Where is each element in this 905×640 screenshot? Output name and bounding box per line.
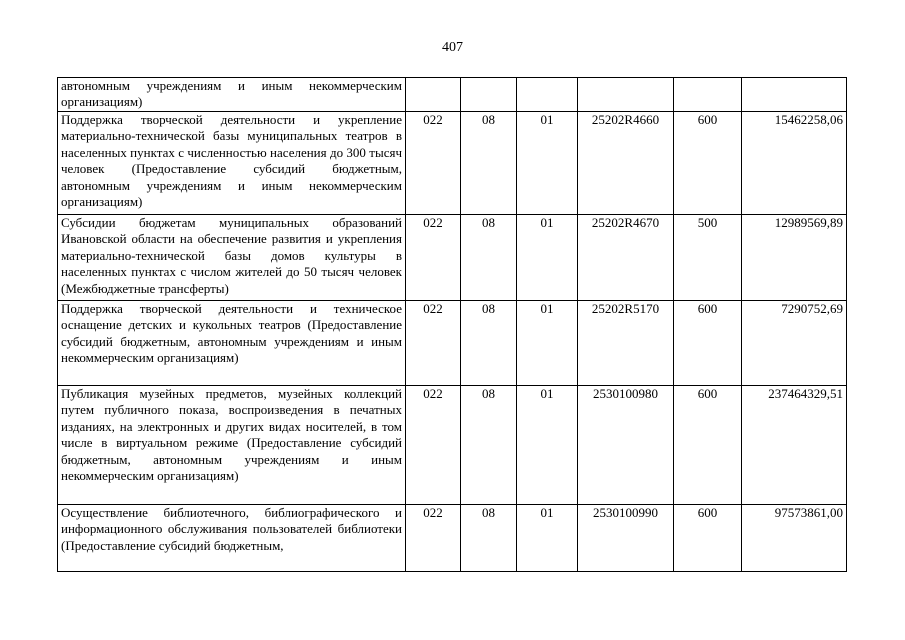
expense-type-code: 600: [674, 112, 742, 215]
section-code: 08: [461, 386, 517, 505]
amount-value: 7290752,69: [742, 301, 847, 386]
amount-value: 97573861,00: [742, 505, 847, 572]
section-code: 08: [461, 112, 517, 215]
section-code: 08: [461, 505, 517, 572]
table-row: [58, 78, 847, 112]
table-row: [58, 386, 847, 505]
subsection-code: 01: [517, 386, 578, 505]
amount-value: 12989569,89: [742, 215, 847, 301]
budget-table: [57, 77, 847, 572]
target-article-code: 25202R4670: [578, 215, 674, 301]
section-code: [461, 78, 517, 112]
row-description: автономным учреждениям и иным некоммерческим организациям): [58, 78, 406, 112]
ministry-code: [406, 78, 461, 112]
ministry-code: 022: [406, 301, 461, 386]
subsection-code: 01: [517, 215, 578, 301]
target-article-code: 2530100980: [578, 386, 674, 505]
expense-type-code: [674, 78, 742, 112]
expense-type-code: 600: [674, 505, 742, 572]
target-article-code: 25202R5170: [578, 301, 674, 386]
expense-type-code: 600: [674, 301, 742, 386]
target-article-code: [578, 78, 674, 112]
row-description: Субсидии бюджетам муниципальных образований Ивановской области на обеспечение развития и укрепления материально-технической базы домов культуры в населенных пунктах с числом жителей до 50 тысяч человек (Межбюджетные трансферты): [58, 215, 406, 301]
table-row: [58, 215, 847, 301]
expense-type-code: 500: [674, 215, 742, 301]
amount-value: 237464329,51: [742, 386, 847, 505]
table-row: [58, 301, 847, 386]
ministry-code: 022: [406, 505, 461, 572]
ministry-code: 022: [406, 386, 461, 505]
ministry-code: 022: [406, 215, 461, 301]
target-article-code: 2530100990: [578, 505, 674, 572]
page-number: 407: [442, 40, 463, 55]
subsection-code: 01: [517, 112, 578, 215]
row-description: Поддержка творческой деятельности и укрепление материально-технической базы муниципальных театров в населенных пунктах с численностью населения до 300 тысяч человек (Предоставление субсидий бюджетным, автономным учреждениям и иным некоммерческим организациям): [58, 112, 406, 215]
subsection-code: 01: [517, 301, 578, 386]
row-description: Осуществление библиотечного, библиографического и информационного обслуживания пользователей библиотеки (Предоставление субсидий бюджетным,: [58, 505, 406, 572]
row-description: Публикация музейных предметов, музейных коллекций путем публичного показа, воспроизведения в печатных изданиях, на электронных и других видах носителей, в том числе в виртуальном режиме (Предоставление субсидий бюджетным, автономным учреждениям и иным некоммерческим организациям): [58, 386, 406, 505]
table-row: [58, 505, 847, 572]
section-code: 08: [461, 301, 517, 386]
subsection-code: 01: [517, 505, 578, 572]
row-description: Поддержка творческой деятельности и техническое оснащение детских и кукольных театров (Предоставление субсидий бюджетным, автономным учреждениям и иным некоммерческим организациям): [58, 301, 406, 386]
ministry-code: 022: [406, 112, 461, 215]
target-article-code: 25202R4660: [578, 112, 674, 215]
section-code: 08: [461, 215, 517, 301]
amount-value: 15462258,06: [742, 112, 847, 215]
amount-value: [742, 78, 847, 112]
table-row: [58, 112, 847, 215]
subsection-code: [517, 78, 578, 112]
expense-type-code: 600: [674, 386, 742, 505]
